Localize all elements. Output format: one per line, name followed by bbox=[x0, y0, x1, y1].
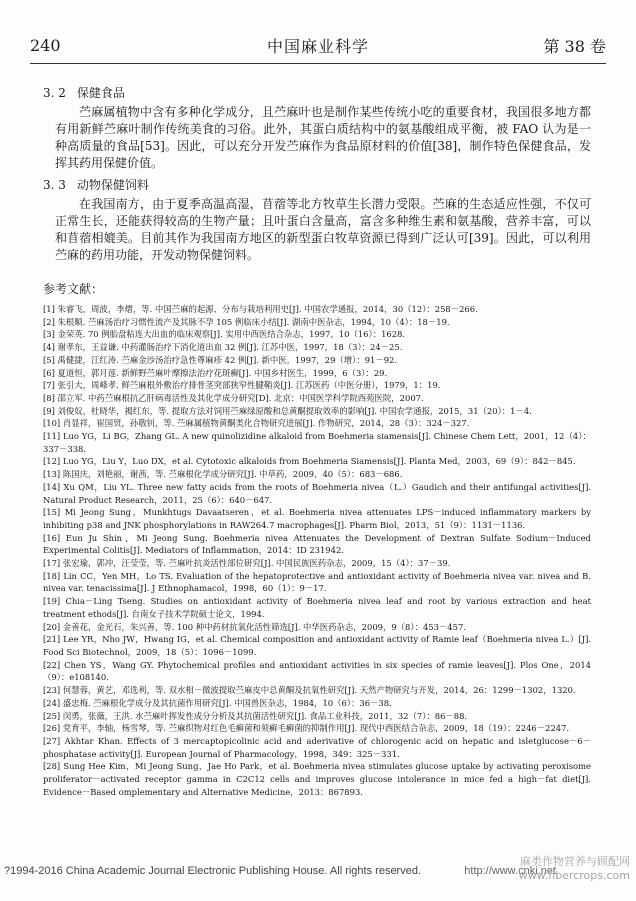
reference-item: [15] Mi Jeong Sung，Munkhtugs Davaatseren，et al. Boehmeria nivea attenuates LPS－induced inflammatory markers by inhibiting p38 and JNK phosphorylations in RAW264.7 macrophages[J]. Pharm Biol，2013，51（9）：1131－1136. bbox=[43, 507, 591, 530]
reference-item: [13] 陈国庆，刘艳丽，谢茜，等. 苎麻根化学成分研究[J]. 中草药，2009，40（5）：683－686. bbox=[43, 469, 403, 480]
page-footer bbox=[0, 851, 636, 891]
reference-item: [10] 肖显祥，崔国贤，孙敬钊，等. 苎麻属植物黄酮类化合物研究进展[J]. 作物研究，2014，28（3）：324－327. bbox=[43, 418, 470, 429]
section-number: 3. 2 bbox=[43, 86, 66, 100]
reference-item: [9] 刘俊奴，杜晓华，揭红东，等. 提取方法对饲用苎麻绿原酸和总黄酮提取效率的影响[J]. 中国农学通报，2015，31（20）：1－4. bbox=[43, 405, 532, 416]
reference-item: [4] 谢孝东，王益谦. 中药灌肠治疗下消化道出血 32 例[J]. 江苏中医，1997，18（3）：24－25. bbox=[43, 342, 403, 353]
watermark: 麻类作物营养与顾配网 www.fibercrops.com bbox=[518, 855, 630, 882]
reference-item: [18] Lin CC，Yen MH，Lo TS. Evaluation of the hepatoprotective and antioxidant activity of Boehmeria nivea var. nivea and B. nivea var. tenacissima[J]. J Ethnophamacol，1998，60（1）：9－17. bbox=[43, 570, 591, 594]
section-heading bbox=[43, 176, 591, 194]
reference-item: [23] 何慧蓉，黄艺，邓选利，等. 双水相－微波提取苎麻皮中总黄酮及抗氧性研究[J]. 天然产物研究与开发，2014，26：1299－1302，1320. bbox=[43, 685, 576, 696]
reference-item: [22] Chen YS，Wang GY. Phytochemical profiles and antioxidant activities in six species of ramie leaves[J]. Plos One，2014（9）：e108140. bbox=[43, 659, 591, 683]
reference-item: [5] 禹健捷，江红涛. 苎麻金沙汤治疗急性尊麻疹 42 例[J]. 新中医，1997，29（增）：91－92. bbox=[43, 354, 398, 365]
volume-label: 第 38 卷 bbox=[543, 37, 606, 56]
reference-item: [3] 金荣英. 70 例胎盘粘连大出血的临床观察[J]. 实用中西医结合杂志，1997，10（16）：1628. bbox=[43, 329, 406, 340]
reference-item: [17] 张宏瑜，郭冲，汪莹莹，等. 苎麻叶抗炎活性部位研究[J]. 中国民族医药杂志，2009，15（4）：37－39. bbox=[43, 558, 451, 569]
reference-item: [25] 闵勇，张薇，王洪. 水苎麻叶挥发性成分分析及其抗菌活性研究[J]. 食品工业科技，2011，32（7）：86－88. bbox=[43, 710, 468, 721]
journal-title: 中国麻业科学 bbox=[266, 37, 369, 56]
reference-item: [16] Eun Ju Shin，Mi Jeong Sung. Boehmeria nivea Attenuates the Development of Dextran Sulfate Sodium－Induced Experimental Colitis[J]. Mediators of Inflammation，2014：ID 231942. bbox=[43, 532, 591, 556]
page-header bbox=[30, 32, 606, 60]
section-number: 3. 3 bbox=[43, 178, 66, 192]
reference-item: [24] 盛忠梅. 苎麻根化学成分及其抗菌作用研究[J]. 中国兽医杂志，1984，10（6）：36－38. bbox=[43, 697, 392, 708]
references-list bbox=[43, 303, 591, 798]
reference-item: [14] Xu QM，Liu YL. Three new fatty acids from the roots of Boehmeria nivea（L.）Gaudich and their antifungal activities[J]. Natural Product Research，2011，25（6）：640－647. bbox=[43, 481, 591, 505]
section-paragraph: 在我国南方，由于夏季高温高湿，苜蓿等北方牧草生长潜力受限。苎麻的生态适应性强，不仅可正常生长，还能获得较高的生物产量；且叶蛋白含量高，富含多种维生素和氨基酸，营养丰富，可以和苜蓿相媲美。目前其作为我国南方地区的新型蛋白牧草资源已得到广泛认可[39]。因此，可以利用苎麻的药用功能，开发动物保健饲料。 bbox=[55, 197, 591, 262]
reference-item: [26] 党育平，李轴，杨雪琴，等. 苎麻织物对红色毛癣菌和须癣毛癣菌的抑制作用[J]. 现代中西医结合杂志，2009，18（19）：2246－2247. bbox=[43, 723, 570, 734]
reference-item: [27] Akhtar Khan. Effects of 3 mercaptopicolinic acid and aderivative of chlorogenic acid on hepatic and isletglucose－6－phosphatase activity[J]. European Journal of Pharmacology，1998，349：325－331. bbox=[43, 735, 591, 759]
reference-item: [19] Chia－Ling Tseng. Studies on antioxidant activity of Boehmeria nivea leaf and root by various extraction and heat treatment ethods[J]. 台南女子技术学院硕士论文，1994. bbox=[43, 596, 591, 619]
section-heading bbox=[43, 84, 591, 102]
site-link[interactable]: http://www.cnki.net bbox=[464, 865, 556, 877]
reference-item: [28] Sung Hee Kim，Mi Jeong Sung，Jae Ho Park，et al. Boehmeria nivea stimulates glucose uptake by activating peroxisome proliferator－activated receptor gamma in C2C12 cells and improves glucose intolerance in mice fed a high－fat diet[J]. Evidence－Based omplementary and Alternative Medicine，2013：867893. bbox=[43, 761, 591, 797]
reference-item: [12] Luo YG，Liu Y，Luo DX，et al. Cytotoxic alkaloids from Boehmeria Siamensis[J]. Planta Med，2003，69（9）：842－845. bbox=[43, 456, 576, 467]
section-title: 保健食品 bbox=[76, 86, 125, 100]
reference-item: [21] Lee YR，Nho JW，Hwang IG，et al. Chemical composition and antioxidant activity of Ramie leaf（Boehmeria nivea L.）[J]. Food Sci Biotechnol，2009，18（5）：1096－1099. bbox=[43, 634, 591, 657]
section-title: 动物保健饲料 bbox=[76, 178, 149, 192]
reference-item: [20] 金善花，金光石，朱兴善，等. 100 种中药材抗氧化活性筛选[J]. 中华医药杂志，2009，9（8）：453－457. bbox=[43, 621, 466, 632]
header-rule bbox=[30, 63, 606, 64]
article-body bbox=[43, 80, 591, 798]
reference-item: [6] 夏道恒，郭月莲. 新鲜野苎麻叶摩擦法治疗花斑癣[J]. 中国乡村医生，1999，6（3）：29. bbox=[43, 367, 388, 378]
copyright-notice: ?1994-2016 China Academic Journal Electronic Publishing House. All rights reserved. bbox=[4, 865, 422, 877]
reference-item: [1] 朱睿飞，周波，李熠，等. 中国苎麻的起源、分布与栽培利用史[J]. 中国农学通报，2014，30（12）：258－266. bbox=[43, 304, 478, 314]
references-title: 参考文献： bbox=[43, 282, 104, 296]
reference-item: [11] Luo YG，Li BG，Zhang GL. A new quinolizidine alkaloid from Boehmeria siamensis[J]. Chinese Chem Lett，2001，12（4）：337－338. bbox=[43, 431, 591, 454]
reference-item: [2] 朱根顺. 苎麻汤治疗习惯性流产及其脉不孕 105 例临床小结[J]. 湖南中医杂志，1994，10（4）：18－19. bbox=[43, 316, 450, 327]
reference-item: [7] 张引大，周峰孝. 鲜苎麻根外敷治疗排骨茎突部狭窄性腱鞘炎[J]. 江苏医药（中医分册），1979，1：19. bbox=[43, 380, 441, 391]
page-number: 240 bbox=[30, 36, 61, 55]
reference-item: [8] 邵立军. 中药苎麻根抗乙肝病毒活性及其化学成分研究[D]. 北京：中国医学科学院西苑医院，2007. bbox=[43, 392, 424, 403]
section-paragraph: 苎麻属植物中含有多种化学成分，且苎麻叶也是制作某些传统小吃的重要食材，我国很多地方都有用新鲜苎麻叶制作传统美食的习俗。此外，其蛋白质结构中的氨基酸组成平衡，被 FAO 认为是一种高质量的食品[53]。因此，可以充分开发苎麻作为食品原材料的价值[38]，制作特色保健食品，发挥其药用保健价值。 bbox=[55, 105, 591, 170]
